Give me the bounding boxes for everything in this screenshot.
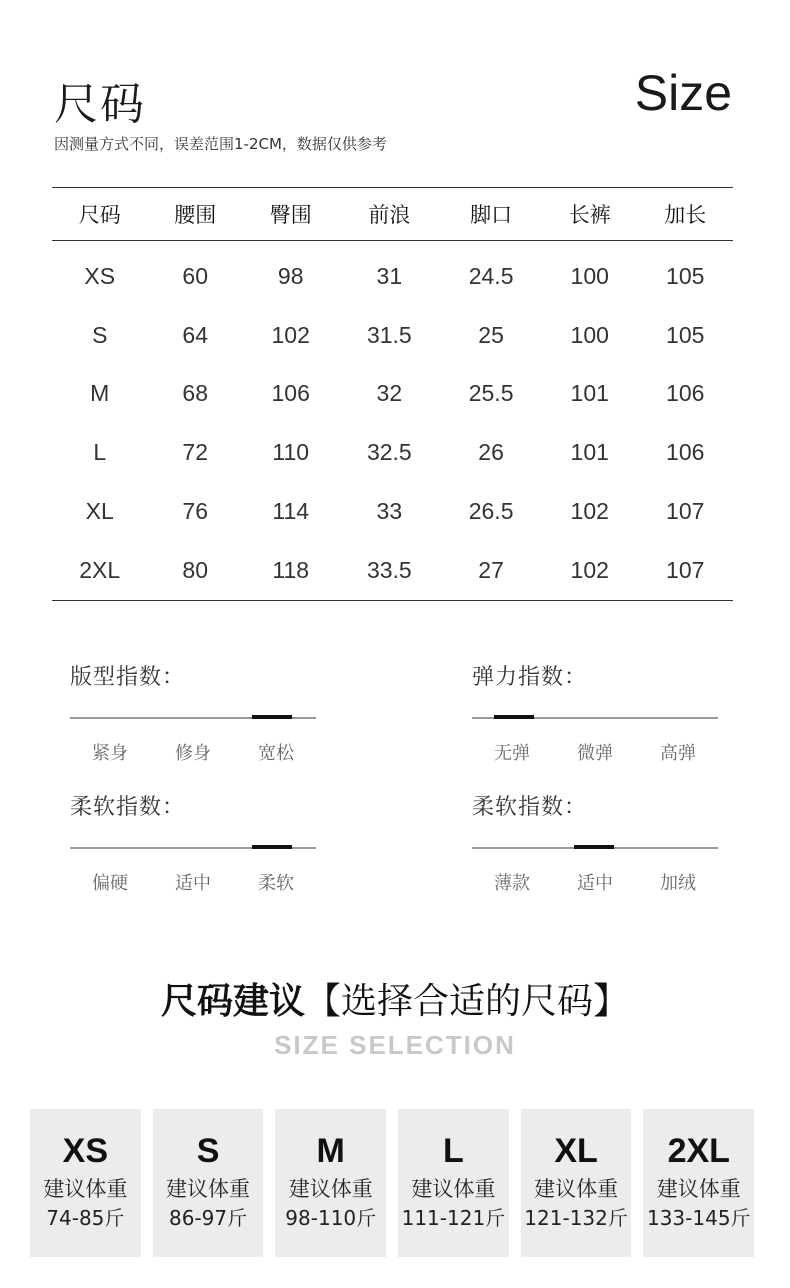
table-row xyxy=(52,241,733,306)
table-cell: L xyxy=(93,439,107,466)
table-cell: 24.5 xyxy=(468,262,514,289)
table-cell: 101 xyxy=(570,439,609,466)
stretch-index-track xyxy=(472,717,718,719)
table-cell: 100 xyxy=(570,262,609,289)
card-size: M xyxy=(316,1132,345,1170)
table-cell: 60 xyxy=(182,262,209,289)
table-cell: 105 xyxy=(666,262,705,289)
table-cell: 33 xyxy=(376,498,403,525)
column-header: 腰围 xyxy=(147,188,242,241)
softness-option-hard: 偏硬 xyxy=(92,873,128,894)
thickness-index-title: 柔软指数： xyxy=(472,795,588,820)
column-header: 脚口 xyxy=(440,188,542,241)
table-cell: 26 xyxy=(478,439,504,466)
table-cell: 32 xyxy=(376,380,403,407)
size-card-m xyxy=(275,1109,386,1257)
table-cell: 26.5 xyxy=(468,498,514,525)
card-weight-range: 121-132斤 xyxy=(524,1206,628,1230)
size-cards xyxy=(30,1109,754,1257)
column-header: 加长 xyxy=(637,188,733,241)
table-cell: M xyxy=(90,380,110,407)
table-cell: 114 xyxy=(272,498,310,525)
column-header: 前浪 xyxy=(338,188,440,241)
table-cell: 106 xyxy=(666,439,705,466)
thickness-option-fleece: 加绒 xyxy=(660,873,696,894)
softness-index xyxy=(70,790,316,895)
table-cell: 102 xyxy=(570,498,609,525)
table-row xyxy=(52,306,733,365)
table-row xyxy=(52,482,733,541)
table-cell: 31 xyxy=(376,262,403,289)
softness-index-marker xyxy=(252,845,292,849)
table-cell: 2XL xyxy=(52,541,147,600)
table-cell: 101 xyxy=(570,380,609,407)
fit-option-tight: 紧身 xyxy=(92,743,128,764)
table-cell: 102 xyxy=(542,541,637,600)
table-cell: 33.5 xyxy=(338,541,440,600)
size-card-xl xyxy=(521,1109,632,1257)
table-cell: S xyxy=(92,321,108,348)
stretch-index xyxy=(472,660,718,765)
stretch-option-high: 高弹 xyxy=(660,743,696,764)
softness-option-medium: 适中 xyxy=(175,873,211,894)
size-card-xs xyxy=(30,1109,141,1257)
table-cell: 106 xyxy=(666,380,705,407)
column-header: 尺码 xyxy=(52,188,147,241)
fit-index-marker xyxy=(252,715,292,719)
table-cell: 102 xyxy=(271,321,310,348)
table-cell: 64 xyxy=(182,321,209,348)
table-row xyxy=(52,365,733,424)
thickness-index-marker xyxy=(574,845,614,849)
table-cell: 72 xyxy=(182,439,209,466)
fit-index-title: 版型指数： xyxy=(70,665,186,690)
card-weight-label: 建议体重 xyxy=(288,1177,373,1201)
stretch-index-marker xyxy=(494,715,534,719)
fit-index xyxy=(70,660,316,765)
table-cell: 106 xyxy=(271,380,310,407)
table-cell: 107 xyxy=(666,498,705,525)
table-cell: XL xyxy=(85,498,114,525)
fit-option-slim: 修身 xyxy=(175,743,211,764)
stretch-index-title: 弹力指数： xyxy=(472,665,588,690)
fit-index-track xyxy=(70,717,316,719)
size-table xyxy=(52,187,733,601)
card-weight-label: 建议体重 xyxy=(411,1177,496,1201)
table-cell: 31.5 xyxy=(366,321,412,348)
table-cell: 76 xyxy=(182,498,209,525)
softness-index-track xyxy=(70,847,316,849)
stretch-option-none: 无弹 xyxy=(494,743,530,764)
table-cell: 110 xyxy=(272,439,310,466)
thickness-index-track xyxy=(472,847,718,849)
thickness-option-medium: 适中 xyxy=(577,873,613,894)
table-cell: XS xyxy=(84,262,116,289)
table-cell: 68 xyxy=(182,380,209,407)
page-title-en: Size xyxy=(634,65,732,121)
card-size: XL xyxy=(554,1132,598,1170)
size-selection-subtitle: SIZE SELECTION xyxy=(274,1030,516,1060)
table-cell: 105 xyxy=(666,321,705,348)
table-cell: 25 xyxy=(478,321,504,348)
size-card-s xyxy=(153,1109,264,1257)
card-weight-label: 建议体重 xyxy=(43,1177,128,1201)
card-size: 2XL xyxy=(667,1132,730,1170)
card-weight-range: 133-145斤 xyxy=(646,1206,751,1230)
card-size: XS xyxy=(62,1132,109,1170)
recommendation-title-rest: 【选择合适的尺码】 xyxy=(305,981,630,1022)
measurement-note: 因测量方式不同，误差范围1-2CM，数据仅供参考 xyxy=(54,135,387,153)
size-recommendation-title xyxy=(0,973,790,1024)
table-row xyxy=(52,423,733,482)
size-card-l xyxy=(398,1109,509,1257)
card-weight-label: 建议体重 xyxy=(534,1177,619,1201)
stretch-option-slight: 微弹 xyxy=(577,743,613,764)
table-cell: 27 xyxy=(440,541,542,600)
softness-option-soft: 柔软 xyxy=(258,873,294,894)
table-cell: 32.5 xyxy=(366,439,412,466)
table-header-row xyxy=(52,188,733,241)
card-size: S xyxy=(196,1132,220,1170)
table-cell: 98 xyxy=(277,262,304,289)
card-weight-range: 86-97斤 xyxy=(168,1206,248,1230)
thickness-index xyxy=(472,790,718,895)
card-weight-label: 建议体重 xyxy=(166,1177,251,1201)
page-title-cn: 尺码 xyxy=(54,79,146,130)
recommendation-title-bold: 尺码建议 xyxy=(160,981,305,1022)
table-cell: 25.5 xyxy=(468,380,514,407)
table-cell: 80 xyxy=(147,541,242,600)
table-cell: 107 xyxy=(637,541,733,600)
column-header: 臀围 xyxy=(243,188,338,241)
table-cell: 118 xyxy=(243,541,338,600)
card-weight-range: 111-121斤 xyxy=(401,1206,506,1230)
thickness-option-thin: 薄款 xyxy=(494,873,530,894)
table-row xyxy=(52,541,733,600)
softness-index-title: 柔软指数： xyxy=(70,795,186,820)
card-size: L xyxy=(443,1132,464,1170)
card-weight-range: 98-110斤 xyxy=(285,1206,377,1230)
table-cell: 100 xyxy=(570,321,609,348)
card-weight-range: 74-85斤 xyxy=(46,1206,125,1230)
column-header: 长裤 xyxy=(542,188,637,241)
size-card-2xl xyxy=(643,1109,754,1257)
fit-option-loose: 宽松 xyxy=(258,743,294,764)
card-weight-label: 建议体重 xyxy=(656,1177,741,1201)
